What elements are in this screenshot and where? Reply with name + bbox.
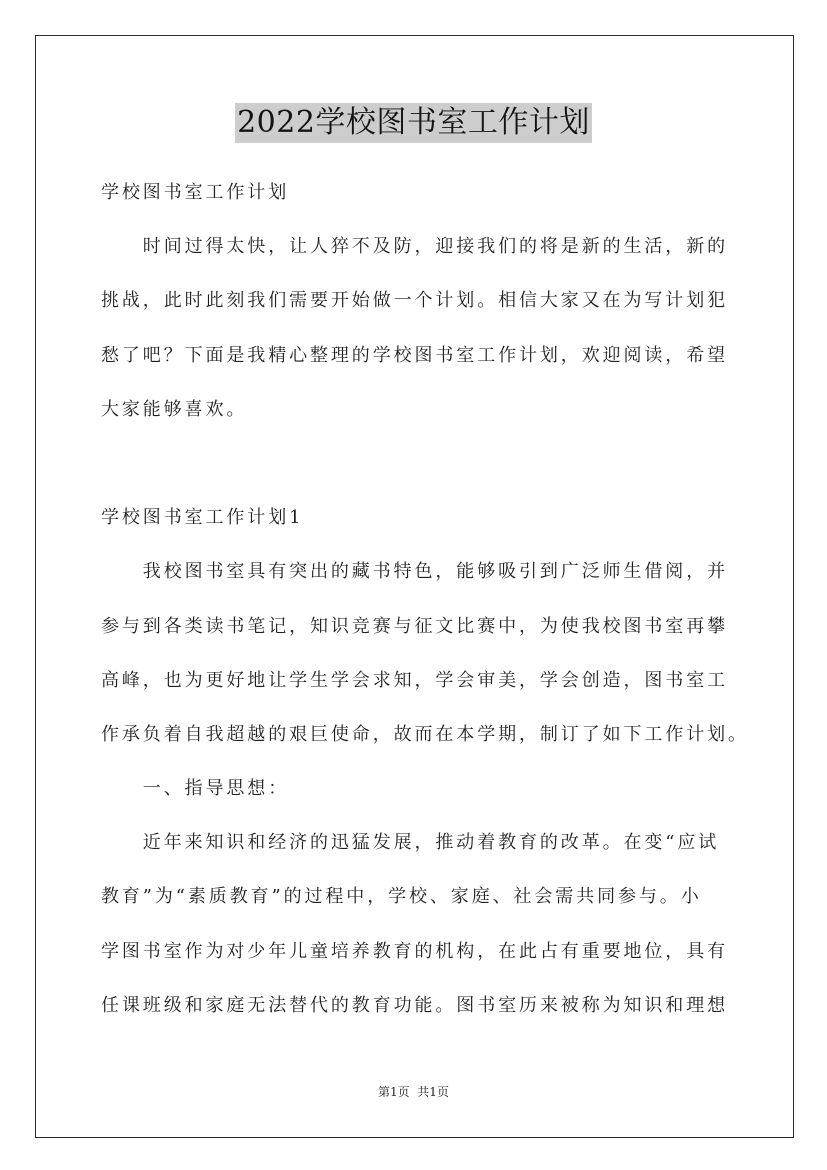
- paragraph-line: 作承负着自我超越的艰巨使命，故而在本学期，制订了如下工作计划。: [101, 723, 749, 745]
- paragraph-line: 我校图书室具有突出的藏书特色，能够吸引到广泛师生借阅，并: [142, 561, 728, 583]
- paragraph-line: 愁了吧？下面是我精心整理的学校图书室工作计划，欢迎阅读，希望: [101, 344, 728, 366]
- paragraph-line: 大家能够喜欢。: [101, 398, 248, 420]
- document-title: 2022学校图书室工作计划: [235, 103, 592, 143]
- page-number-footer: 第1页 共1页: [378, 1085, 449, 1099]
- paragraph-line: 近年来知识和经济的迅猛发展，推动着教育的改革。在变“应试: [142, 832, 720, 854]
- paragraph-line: 参与到各类读书笔记，知识竞赛与征文比赛中，为使我校图书室再攀: [101, 615, 728, 637]
- document-body: [101, 166, 781, 1033]
- paragraph-line: 任课班级和家庭无法替代的教育功能。图书室历来被称为知识和理想: [101, 994, 728, 1016]
- paragraph-line: 高峰，也为更好地让学生学会求知，学会审美，学会创造，图书室工: [101, 669, 728, 691]
- section-heading-intro: 学校图书室工作计划: [101, 182, 290, 203]
- blank-line: [101, 437, 781, 491]
- paragraph-line: 挑战，此时此刻我们需要开始做一个计划。相信大家又在为写计划犯: [101, 290, 728, 312]
- paragraph-line: 教育”为“素质教育”的过程中，学校、家庭、社会需共同参与。小: [101, 886, 702, 908]
- paragraph-line: 学图书室作为对少年儿童培养教育的机构，在此占有重要地位，具有: [101, 940, 728, 962]
- subheading-guiding-thought: 一、指导思想：: [142, 778, 290, 800]
- paragraph-line: 时间过得太快，让人猝不及防，迎接我们的将是新的生活，新的: [142, 236, 728, 258]
- title-container: [0, 103, 827, 143]
- section-heading-plan-1: 学校图书室工作计划1: [101, 507, 304, 529]
